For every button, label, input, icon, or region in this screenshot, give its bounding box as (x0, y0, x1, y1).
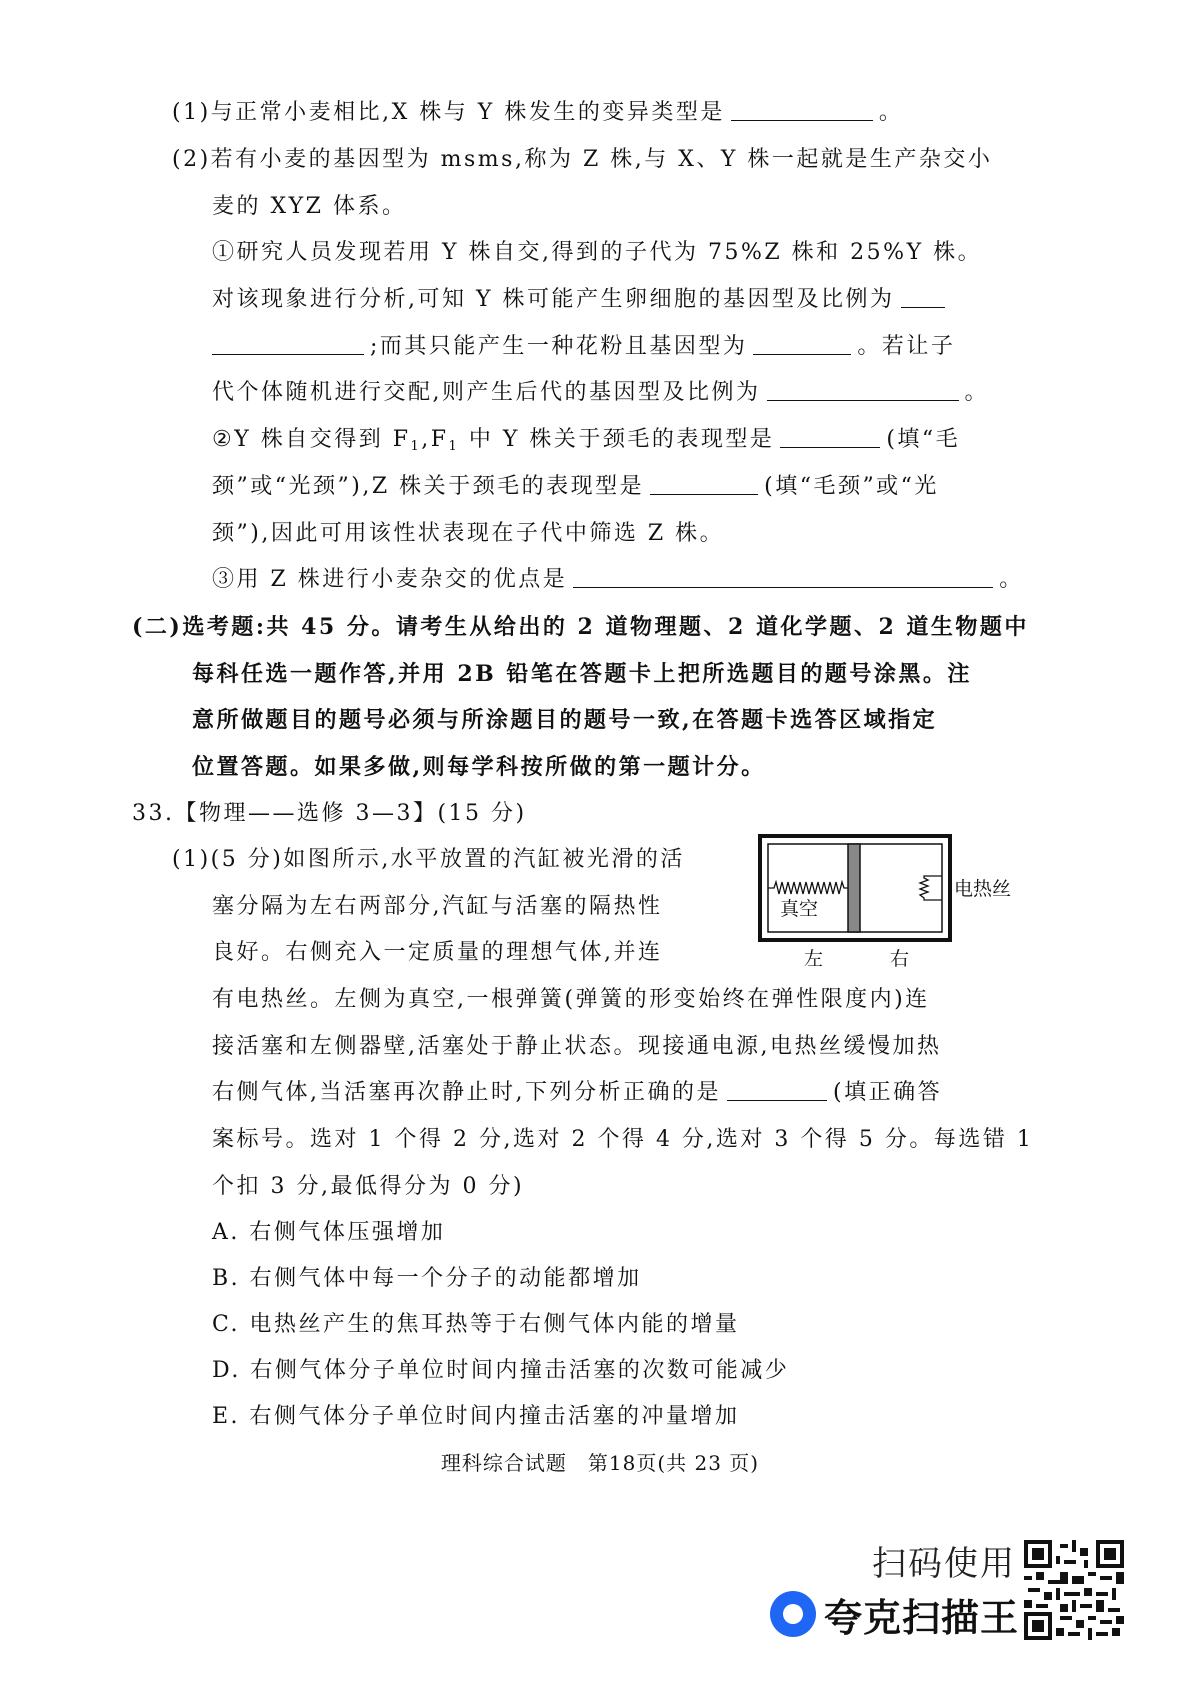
section2-instructions-line4: 位置答题。如果多做,则每学科按所做的第一题计分。 (192, 754, 766, 780)
y-phenotype-blank[interactable] (780, 425, 880, 448)
egg-genotype-blank-cont[interactable] (212, 332, 364, 355)
q33-1-line6: 右侧气体,当活塞再次静止时,下列分析正确的是 (填正确答 (212, 1080, 943, 1105)
cylinder-diagram (758, 832, 1012, 972)
q33-1-line2: 塞分隔为左右两部分,汽缸与活塞的隔热性 (212, 894, 663, 919)
quark-logo-icon (770, 1591, 816, 1637)
right-label: 右 (890, 948, 910, 970)
heater-wire-icon (920, 876, 942, 900)
q2-sub3-line: ③用 Z 株进行小麦杂交的优点是 。 (212, 567, 1024, 592)
brand-name: 夸克扫描王 (824, 1595, 1020, 1640)
q2-sub2-line1: ②Y 株自交得到 $F_1,F_1$ 中 Y 株关于颈毛的表现型是 (填“毛 (212, 427, 961, 454)
egg-genotype-blank[interactable] (901, 285, 945, 308)
q33-1-line8: 个扣 3 分,最低得分为 0 分) (212, 1174, 525, 1199)
brand-watermark[interactable] (770, 1588, 1019, 1640)
q33-1-line3: 良好。右侧充入一定质量的理想气体,并连 (212, 940, 663, 965)
q33-1-line7: 案标号。选对 1 个得 2 分,选对 2 个得 4 分,选对 3 个得 5 分。每选错 1 (212, 1127, 1034, 1152)
q2-sub1-line1: ①研究人员发现若用 Y 株自交,得到的子代为 75%Z 株和 25%Y 株。 (212, 240, 983, 265)
advantage-blank[interactable] (573, 565, 993, 588)
option-a[interactable]: A. 右侧气体压强增加 (212, 1220, 446, 1245)
q2-sub1-line2: 对该现象进行分析,可知 Y 株可能产生卵细胞的基因型及比例为 (212, 285, 951, 315)
option-e[interactable]: E. 右侧气体分子单位时间内撞击活塞的冲量增加 (212, 1404, 740, 1429)
vacuum-label: 真空 (780, 898, 819, 920)
q2-sub1-line3: ;而其只能产生一种花粉且基因型为 。若让子 (212, 332, 955, 362)
z-phenotype-blank[interactable] (650, 472, 758, 495)
q2-text-line1: (2)若有小麦的基因型为 msms,称为 Z 株,与 X、Y 株一起就是生产杂交小 (172, 147, 993, 172)
section2-instructions-line1: (二)选考题:共 45 分。请考生从给出的 2 道物理题、2 道化学题、2 道生物题中 (132, 614, 1029, 640)
left-label: 左 (804, 948, 824, 970)
q33-answer-blank[interactable] (727, 1078, 827, 1101)
q2-sub1-line4: 代个体随机进行交配,则产生后代的基因型及比例为 。 (212, 380, 990, 405)
q1-answer-blank[interactable] (731, 98, 873, 121)
option-d[interactable]: D. 右侧气体分子单位时间内撞击活塞的次数可能减少 (212, 1358, 790, 1383)
q1-text: (1)与正常小麦相比,X 株与 Y 株发生的变异类型是 。 (172, 100, 904, 125)
q2-sub2-line2: 颈”或“光颈”),Z 株关于颈毛的表现型是 (填“毛颈”或“光 (212, 474, 939, 499)
heater-label: 电热丝 (954, 878, 1012, 900)
piston (848, 844, 860, 932)
qr-code-icon[interactable] (1024, 1540, 1124, 1640)
spring-icon (768, 882, 848, 894)
pollen-genotype-blank[interactable] (753, 332, 851, 355)
section2-instructions-line2: 每科任选一题作答,并用 2B 铅笔在答题卡上把所选题目的题号涂黑。注 (192, 661, 972, 687)
q33-1-line4: 有电热丝。左侧为真空,一根弹簧(弹簧的形变始终在弹性限度内)连 (212, 987, 930, 1012)
option-c[interactable]: C. 电热丝产生的焦耳热等于右侧气体内能的增量 (212, 1312, 740, 1337)
q33-1-line5: 接活塞和左侧器壁,活塞处于静止状态。现接通电源,电热丝缓慢加热 (212, 1034, 942, 1059)
option-b[interactable]: B. 右侧气体中每一个分子的动能都增加 (212, 1266, 642, 1291)
scan-to-use-text: 扫码使用 (872, 1544, 1016, 1584)
q33-heading: 33.【物理——选修 3—3】(15 分) (132, 801, 527, 826)
page-footer: 理科综合试题 第18页(共 23 页) (440, 1451, 760, 1475)
q2-sub2-line3: 颈”),因此可用该性状表现在子代中筛选 Z 株。 (212, 521, 725, 546)
section2-instructions-line3: 意所做题目的题号必须与所涂题目的题号一致,在答题卡选答区域指定 (192, 707, 938, 733)
offspring-genotype-blank[interactable] (767, 378, 959, 401)
q2-text-line2: 麦的 XYZ 体系。 (212, 194, 407, 219)
q33-1-line1: (1)(5 分)如图所示,水平放置的汽缸被光滑的活 (172, 847, 685, 872)
